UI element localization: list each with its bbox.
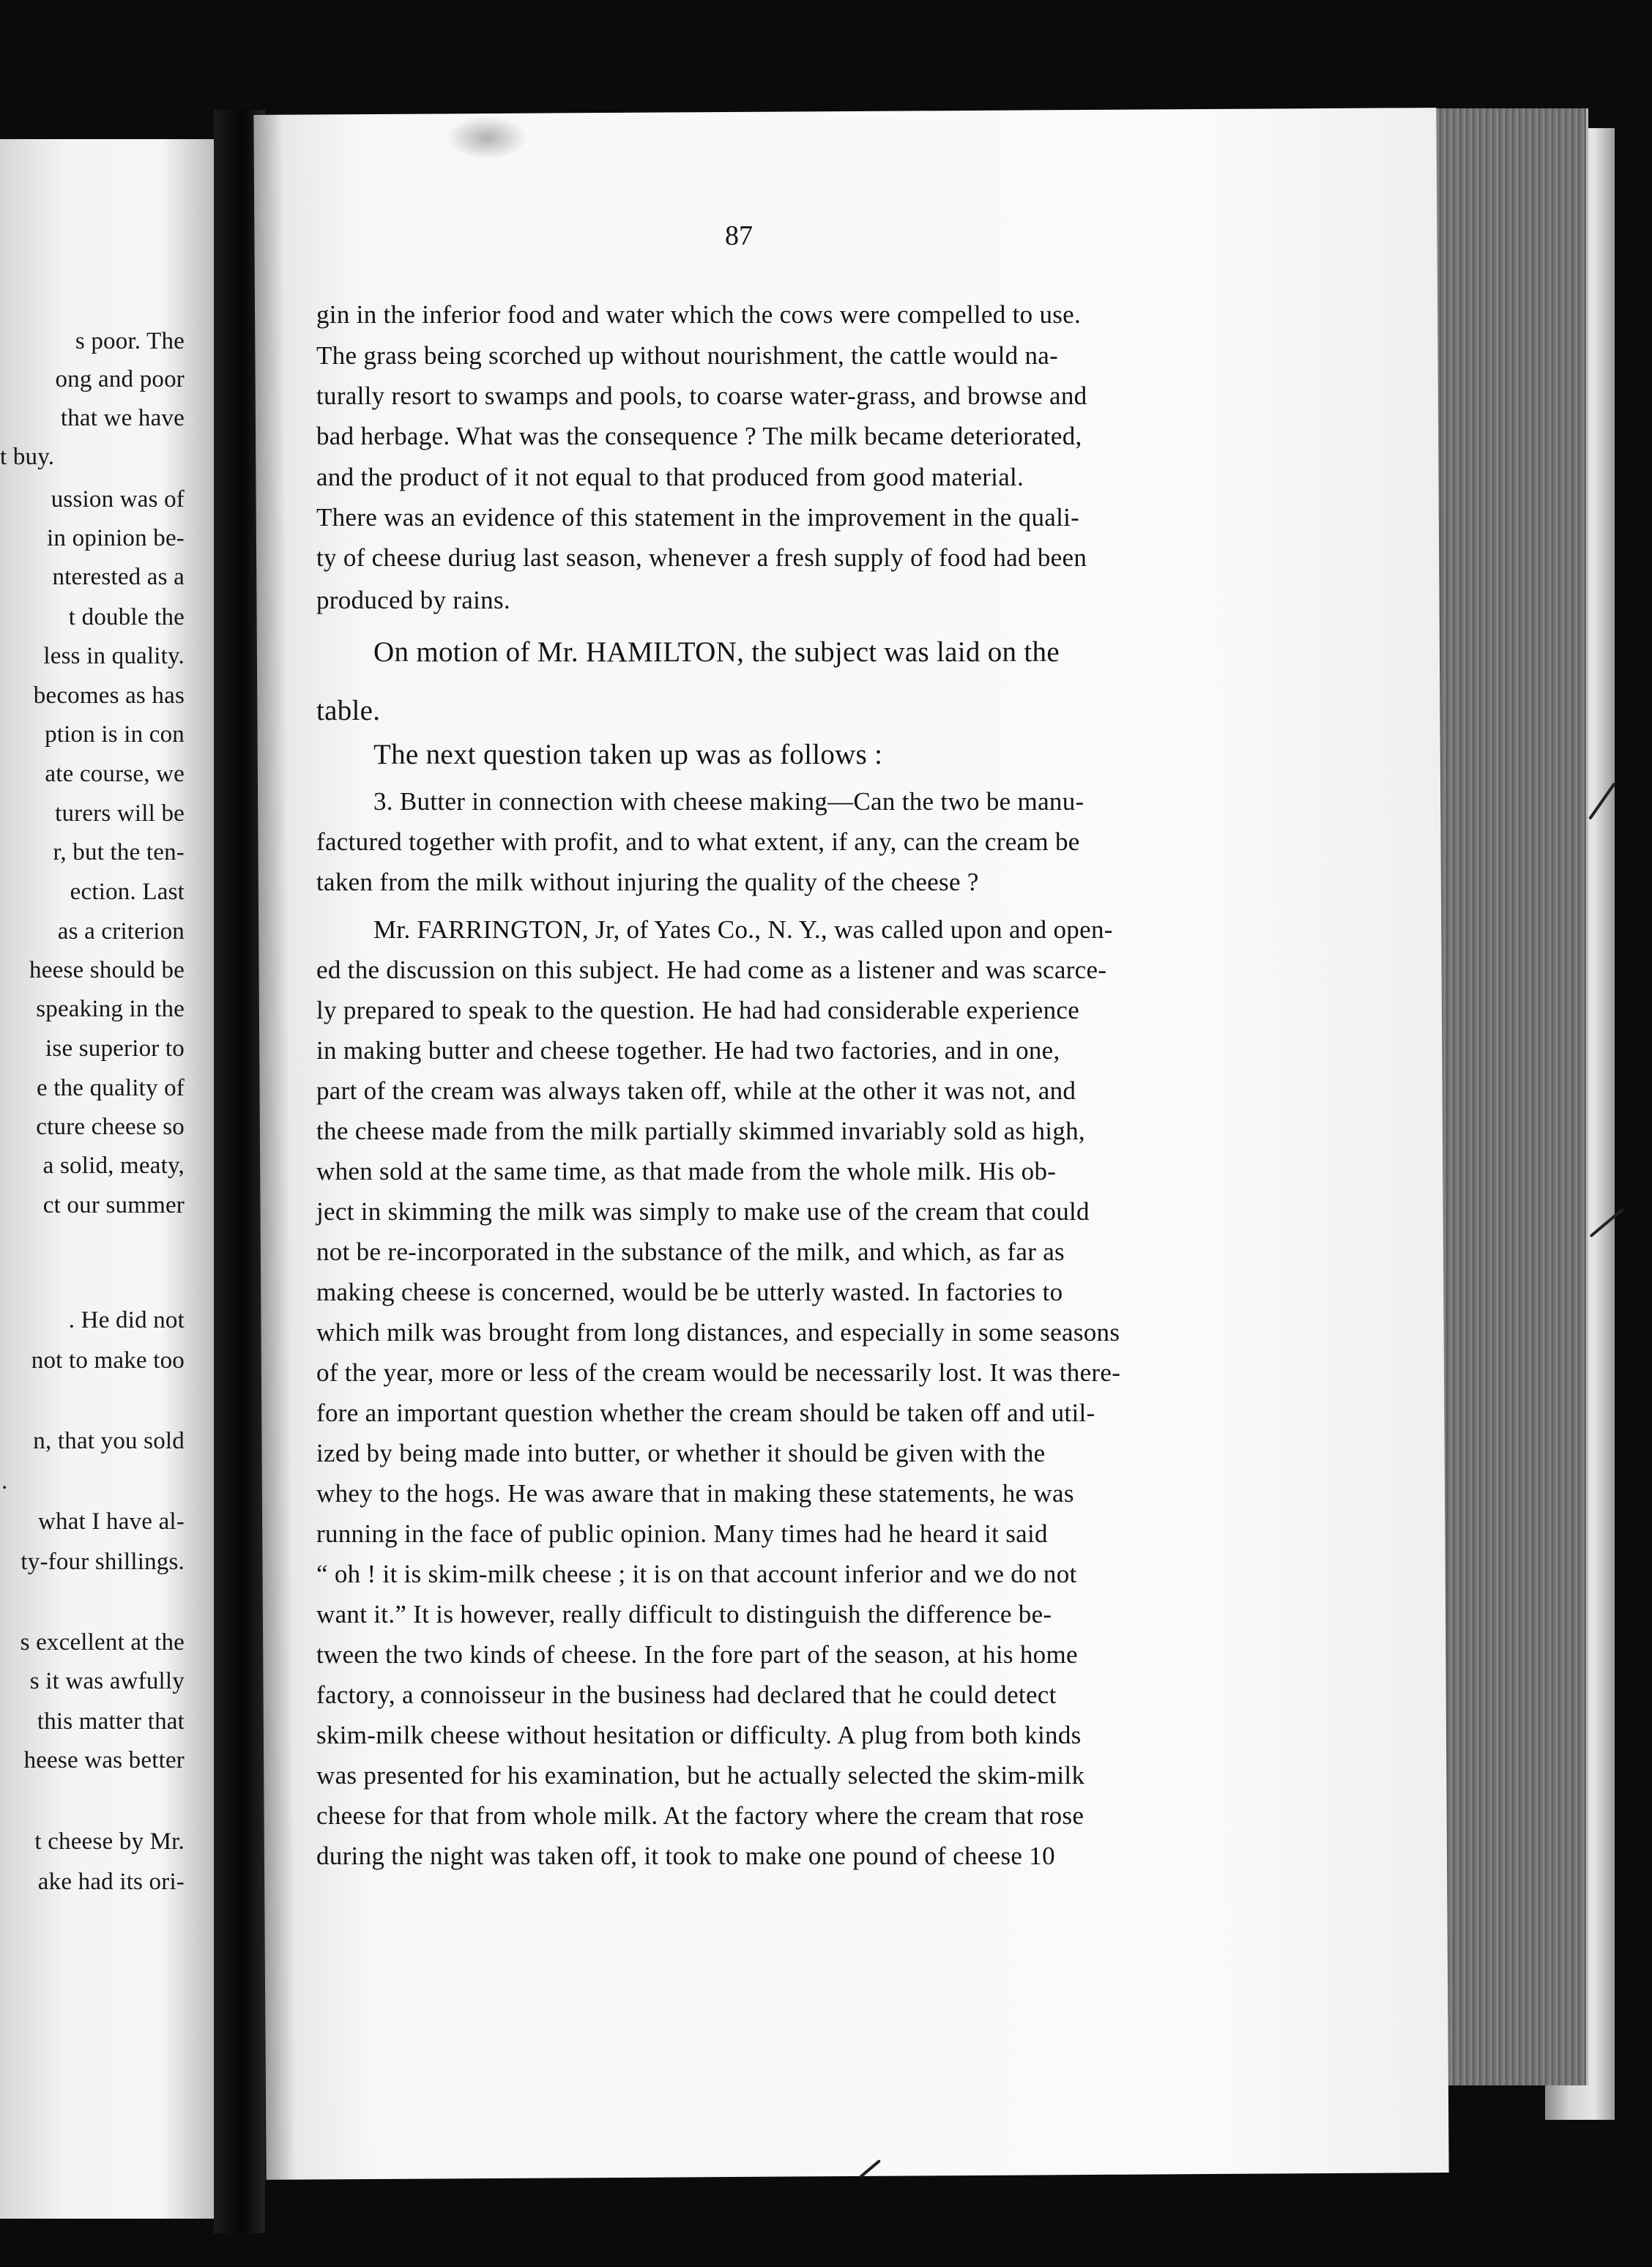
text-line: factured together with profit, and to what extent, if any, can the cream be [316, 827, 1080, 856]
left-page-line: ection. Last [70, 879, 185, 905]
left-page-line: t double the [68, 604, 185, 630]
text-line: not be re-incorporated in the substance of the milk, and which, as far as [316, 1237, 1065, 1266]
text-line: bad herbage. What was the consequence ? The milk became deteriorated, [316, 422, 1082, 450]
text-line: in making butter and cheese together. He had two factories, and in one, [316, 1036, 1060, 1065]
text-line: part of the cream was always taken off, while at the other it was not, and [316, 1076, 1076, 1105]
text-line: tween the two kinds of cheese. In the fore part of the season, at his home [316, 1640, 1078, 1669]
text-line: The grass being scorched up without nourishment, the cattle would na- [316, 341, 1059, 370]
page-stack-edge [1429, 108, 1588, 2085]
text-line: cheese for that from whole milk. At the factory where the cream that rose [316, 1801, 1084, 1830]
left-page-line: ise superior to [45, 1035, 185, 1062]
page-number: 87 [725, 220, 753, 251]
left-page-line: speaking in the [36, 996, 185, 1022]
left-page-line: not to make too [31, 1347, 185, 1374]
text-line: when sold at the same time, as that made from the whole milk. His ob- [316, 1157, 1057, 1185]
left-page-line: r, but the ten- [53, 839, 185, 866]
text-line: On motion of Mr. HAMILTON, the subject was laid on the [373, 636, 1060, 668]
left-page-line: as a criterion [57, 918, 185, 945]
left-page-line: heese was better [23, 1747, 185, 1773]
text-line: table. [316, 695, 381, 726]
left-page-line: ong and poor [55, 366, 185, 392]
text-line: fore an important question whether the cream should be taken off and util- [316, 1399, 1095, 1427]
left-page-line: s it was awfully [29, 1668, 185, 1694]
text-line: skim-milk cheese without hesitation or difficulty. A plug from both kinds [316, 1721, 1082, 1749]
text-line: which milk was brought from long distances, and especially in some seasons [316, 1318, 1120, 1347]
text-line: turally resort to swamps and pools, to coarse water-grass, and browse and [316, 381, 1087, 410]
text-line: ized by being made into butter, or whether it should be given with the [316, 1439, 1046, 1467]
left-page-line: what I have al- [38, 1508, 185, 1535]
left-page-line: . [1, 1468, 8, 1494]
text-line: There was an evidence of this statement in the improvement in the quali- [316, 503, 1080, 532]
left-page-line: t buy. [0, 444, 55, 470]
text-line: and the product of it not equal to that produced from good material. [316, 463, 1024, 491]
text-line: ed the discussion on this subject. He had come as a listener and was scarce- [316, 956, 1107, 984]
text-line: ly prepared to speak to the question. He had had considerable experience [316, 996, 1080, 1024]
left-page-line: . He did not [68, 1307, 185, 1333]
text-line: gin in the inferior food and water which the cows were compelled to use. [316, 300, 1082, 329]
text-line: “ oh ! it is skim-milk cheese ; it is on that account inferior and we do not [316, 1560, 1077, 1588]
left-page-line: ption is in con [45, 721, 185, 748]
left-page-line: s poor. The [75, 328, 185, 354]
left-page-line: cture cheese so [36, 1114, 185, 1140]
text-line: ject in skimming the milk was simply to make use of the cream that could [316, 1197, 1090, 1226]
left-page-line: nterested as a [52, 564, 185, 590]
text-line: during the night was taken off, it took to make one pound of cheese 10 [316, 1842, 1055, 1870]
text-line: The next question taken up was as follows : [373, 739, 883, 770]
left-page-line: n, that you sold [33, 1428, 185, 1454]
text-line: factory, a connoisseur in the business had declared that he could detect [316, 1680, 1057, 1709]
left-page-line: in opinion be- [47, 525, 185, 551]
ink-blot [447, 116, 527, 160]
text-line: was presented for his examination, but he actually selected the skim-milk [316, 1761, 1085, 1790]
left-page-line: heese should be [29, 957, 185, 983]
text-line: 3. Butter in connection with cheese making—Can the two be manu- [373, 787, 1084, 816]
text-line: want it.” It is however, really difficult to distinguish the difference be- [316, 1600, 1052, 1628]
previous-page-fragment [0, 139, 214, 2219]
left-page-line: ake had its ori- [37, 1869, 185, 1895]
text-line: running in the face of public opinion. Many times had he heard it said [316, 1519, 1048, 1548]
left-page-line: turers will be [55, 800, 185, 827]
text-line: whey to the hogs. He was aware that in making these statements, he was [316, 1479, 1074, 1508]
left-page-line: less in quality. [43, 643, 185, 669]
left-page-line: ussion was of [51, 486, 185, 513]
text-line: of the year, more or less of the cream would be necessarily lost. It was there- [316, 1358, 1121, 1387]
left-page-line: e the quality of [36, 1075, 185, 1101]
left-page-line: this matter that [37, 1708, 185, 1735]
text-line: taken from the milk without injuring the quality of the cheese ? [316, 868, 979, 896]
text-line: produced by rains. [316, 586, 510, 614]
left-page-line: becomes as has [33, 682, 185, 709]
text-line: ty of cheese duriug last season, whenever a fresh supply of food had been [316, 543, 1087, 572]
left-page-line: a solid, meaty, [42, 1153, 185, 1179]
left-page-line: that we have [60, 405, 185, 431]
left-page-line: t cheese by Mr. [34, 1828, 185, 1855]
left-page-line: ate course, we [45, 761, 185, 787]
left-page-line: ct our summer [42, 1192, 185, 1218]
left-page-line: ty-four shillings. [21, 1549, 185, 1575]
text-line: Mr. FARRINGTON, Jr, of Yates Co., N. Y., was called upon and open- [373, 915, 1113, 944]
text-line: making cheese is concerned, would be be utterly wasted. In factories to [316, 1278, 1063, 1306]
left-page-line: s excellent at the [20, 1629, 185, 1656]
text-line: the cheese made from the milk partially skimmed invariably sold as high, [316, 1117, 1085, 1145]
